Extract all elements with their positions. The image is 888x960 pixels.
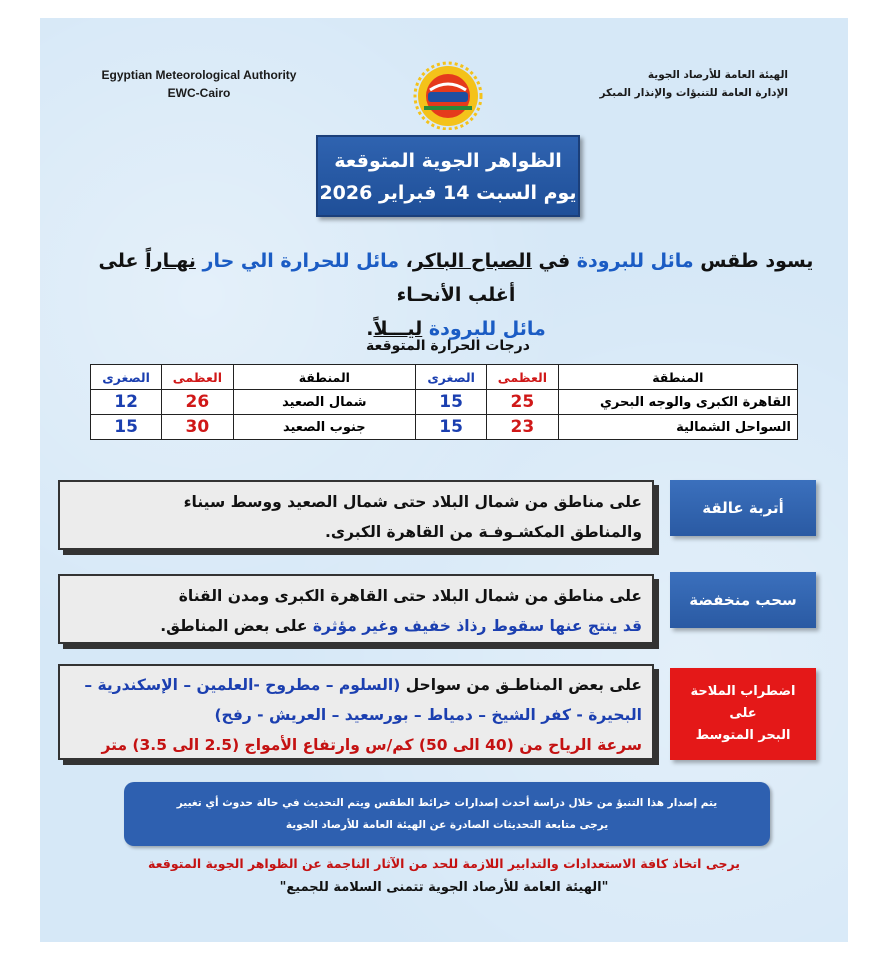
header-english: [94, 66, 304, 102]
max-temp: 30: [162, 415, 233, 440]
dust-alert-label: أتربة عالقة: [670, 480, 816, 536]
max-temp: 26: [162, 390, 233, 415]
marine-line-1-a: على بعض المناطـق من سواحل: [400, 676, 642, 694]
table-row: [91, 390, 798, 415]
marine-label-line-1: اضطراب الملاحة على: [690, 684, 796, 721]
summary-text: [196, 250, 203, 272]
title-main: الظواهر الجوية المتوقعة: [334, 150, 562, 172]
summary-highlight: مائل للحرارة الي حار: [202, 250, 400, 272]
min-temp: 15: [416, 390, 487, 415]
clouds-drizzle-note: قد ينتج عنها سقوط رذاذ خفيف وغير مؤثرة: [312, 617, 642, 635]
marine-label-line-2: البحر المتوسط: [695, 728, 791, 743]
header-center-en: EWC-Cairo: [167, 86, 231, 100]
weather-summary: [96, 244, 816, 346]
footer-safety: "الهيئة العامة للأرصاد الجوية تتمنى السلامة للجميع": [279, 880, 609, 895]
authority-logo: [410, 60, 486, 130]
marine-alert-text: [58, 664, 654, 760]
region-name: القاهرة الكبرى والوجه البحري: [558, 390, 797, 415]
title-date: يوم السبت 14 فبراير 2026: [319, 182, 577, 204]
min-temp: 12: [91, 390, 162, 415]
forecast-note: [124, 782, 770, 846]
max-temp: 25: [487, 390, 558, 415]
summary-text: [422, 318, 429, 340]
summary-text: ،: [399, 250, 413, 272]
summary-text: يسود طقس: [693, 250, 814, 272]
summary-text: .: [366, 318, 374, 340]
col-region: المنطقة: [558, 365, 797, 390]
min-temp: 15: [416, 415, 487, 440]
temperatures-table: [90, 364, 798, 440]
summary-line-1: [96, 244, 816, 312]
dust-line-2: والمناطق المكشـوفـة من القاهرة الكبرى.: [324, 523, 642, 541]
header-arabic: [588, 66, 788, 102]
col-region: المنطقة: [233, 365, 415, 390]
dust-alert-text: [58, 480, 654, 550]
clouds-line-2-rest: على بعض المناطق.: [160, 617, 313, 635]
footer-warning: يرجى اتخاذ كافة الاستعدادات والتدابير اللازمة للحد من الآثار الناجمة عن الظواهر الجوية المتوقعة: [148, 856, 740, 871]
min-temp: 15: [91, 415, 162, 440]
note-line-1: يتم إصدار هذا التنبؤ من خلال دراسة أحدث إصدارات خرائط الطقس ويتم التحديث في حالة حدوث أي تغيير: [176, 797, 718, 809]
col-max: العظمى: [487, 365, 558, 390]
region-name: شمال الصعيد: [233, 390, 415, 415]
marine-line-2: البحيرة - كفر الشيخ – دمياط – بورسعيد – العريش - رفح): [214, 706, 642, 724]
max-temp: 23: [487, 415, 558, 440]
summary-text: في: [531, 250, 577, 272]
header-department-ar: الإدارة العامة للتنبؤات والإنذار المبكر: [599, 87, 788, 99]
header-authority-ar: الهيئة العامة للأرصاد الجوية: [647, 69, 788, 81]
marine-alert-label: [670, 668, 816, 760]
col-min: الصغرى: [416, 365, 487, 390]
col-min: الصغرى: [91, 365, 162, 390]
marine-coasts: (السلوم – مطروح -العلمين – الإسكندرية –: [84, 676, 401, 694]
region-name: السواحل الشمالية: [558, 415, 797, 440]
summary-underlined: ليـــلاً: [373, 318, 423, 340]
summary-highlight: مائل للبرودة: [428, 318, 546, 340]
table-header-row: [91, 365, 798, 390]
marine-line-1: [70, 670, 642, 700]
dust-line-1: على مناطق من شمال البلاد حتى شمال الصعيد ووسط سيناء: [183, 493, 642, 511]
header-authority-en: Egyptian Meteorological Authority: [101, 68, 297, 82]
marine-line-3: سرعة الرياح من (40 الى 50) كم/س وارتفاع الأمواج (2.5 الى 3.5) متر: [101, 736, 642, 754]
col-max: العظمى: [162, 365, 233, 390]
summary-highlight: مائل للبرودة: [576, 250, 694, 272]
clouds-alert-label: سحب منخفضة: [670, 572, 816, 628]
summary-underlined: نهـاراً: [145, 250, 196, 272]
bulletin-title: [316, 135, 580, 217]
clouds-alert-text: [58, 574, 654, 644]
summary-text: على أغلب الأنحـاء: [98, 250, 516, 306]
table-row: [91, 415, 798, 440]
clouds-line-1: على مناطق من شمال البلاد حتى القاهرة الكبرى ومدن القناة: [178, 587, 642, 605]
clouds-line-2: [70, 611, 642, 641]
note-line-2: يرجى متابعة التحديثات الصادرة عن الهيئة العامة للأرصاد الجوية: [285, 819, 609, 831]
temperatures-title: درجات الحرارة المتوقعة: [366, 338, 530, 354]
summary-underlined: الصباح الباكر: [412, 250, 532, 272]
region-name: جنوب الصعيد: [233, 415, 415, 440]
